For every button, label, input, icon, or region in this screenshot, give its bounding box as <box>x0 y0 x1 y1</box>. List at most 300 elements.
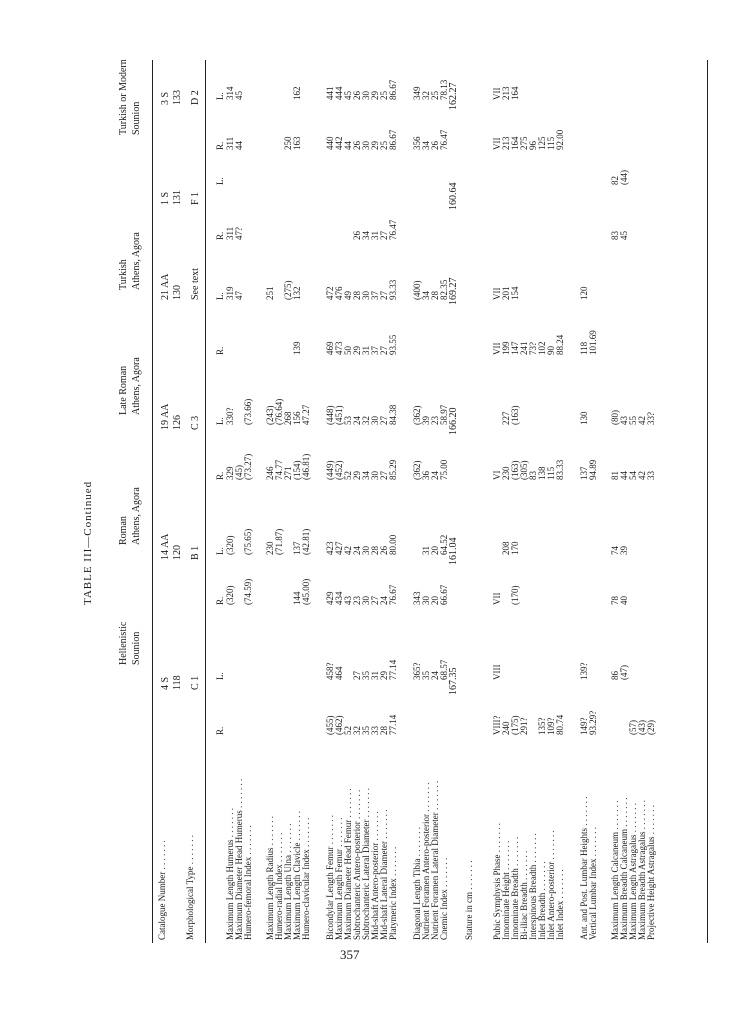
femur-value: 27 <box>379 291 389 300</box>
row-label: Maximum Length Ulna . . . . . . . <box>283 823 293 940</box>
row-label: Ant. and Post. Lumbar Heights . . . . . . . <box>579 796 589 940</box>
row-label: Subtrochanteric Lateral Diameter . . . . . . . <box>361 788 371 940</box>
femur-value: 53 <box>343 416 353 425</box>
table-left-rule <box>152 60 153 943</box>
forearm-value: (71.87) <box>274 528 284 555</box>
forearm-value: 47.27 <box>301 404 311 425</box>
pelvis-value: (175) <box>510 715 520 735</box>
pelvis-value: 92.00 <box>555 129 565 150</box>
humerus-value: 47 <box>234 291 244 300</box>
row-label: Maximum Length Astragalus . . . . . . . <box>628 803 638 940</box>
femur-value: 27 <box>379 346 389 355</box>
tibia-value: 24 <box>430 471 440 480</box>
row-label: Nutrient Foramen Lateral Diameter . . . . . . . <box>430 780 440 940</box>
femur-value: (448) <box>325 405 335 425</box>
stature-value: 169.27 <box>448 277 459 305</box>
femur-value: 32 <box>361 416 371 425</box>
foot-value: 55 <box>628 416 638 425</box>
foot-value: 43 <box>619 416 629 425</box>
femur-value: 25 <box>379 141 389 150</box>
tibia-value: 68.57 <box>439 659 449 680</box>
femur-value: 27 <box>370 596 380 605</box>
row-label: Maximum Breadth Calcaneum . . . . . . . <box>619 797 629 940</box>
femur-value: 29 <box>370 91 380 100</box>
stature-value: 160.64 <box>448 182 459 210</box>
forearm-value: 271 <box>283 466 293 480</box>
humerus-value: (320) <box>225 535 235 555</box>
femur-value: 31 <box>370 671 380 680</box>
humerus-value: (73.27) <box>243 453 253 480</box>
pelvis-value: VIII <box>492 664 502 680</box>
pelvis-value: VII <box>492 342 502 355</box>
femur-value: 423 <box>325 541 335 555</box>
tibia-value: 28 <box>430 291 440 300</box>
femur-value: (451) <box>334 405 344 425</box>
foot-value: 33 <box>646 471 656 480</box>
femur-value: 27 <box>379 471 389 480</box>
humerus-value: 329 <box>225 466 235 480</box>
femur-value: 469 <box>325 341 335 355</box>
forearm-value: (45.00) <box>301 578 311 605</box>
side-left-label: L. <box>215 417 225 425</box>
pelvis-value: 208 <box>501 541 511 555</box>
femur-value: 29 <box>370 141 380 150</box>
stature-value: 167.35 <box>448 667 459 695</box>
femur-value: 45 <box>343 91 353 100</box>
humerus-value: 45 <box>234 91 244 100</box>
lumbar-value: 137 <box>579 466 589 480</box>
row-label: Humero-radial Index . . . . . . . <box>274 832 284 940</box>
femur-value: 444 <box>334 86 344 100</box>
femur-value: 52 <box>343 471 353 480</box>
pelvis-value: 88.24 <box>555 334 565 355</box>
specimen-catalogue-number: 131 <box>172 190 183 205</box>
foot-value: (47) <box>619 665 629 680</box>
group-header-name: Roman <box>118 516 129 545</box>
pelvis-value: 213 <box>501 136 511 150</box>
forearm-value: 144 <box>292 591 302 605</box>
foot-value: 42 <box>637 471 647 480</box>
femur-value: 440 <box>325 136 335 150</box>
humerus-value: 314 <box>225 86 235 100</box>
morphological-type: D 2 <box>190 90 201 105</box>
row-label: Diagonal Length Tibia . . . . . . . <box>412 827 422 940</box>
tibia-value: 39 <box>421 416 431 425</box>
femur-value: 43 <box>343 596 353 605</box>
femur-value: 85.29 <box>388 459 398 480</box>
lumbar-value: 101.69 <box>588 330 598 355</box>
morphological-type: See text <box>190 268 201 300</box>
humerus-value: (75.65) <box>243 528 253 555</box>
pelvis-value: 115 <box>546 136 556 150</box>
pelvis-value: 241 <box>519 341 529 355</box>
row-label: Cnemic Index . . . . . . . <box>439 857 449 940</box>
femur-value: 30 <box>361 91 371 100</box>
row-label: Mid-shaft Antero-posterior . . . . . . . <box>370 811 380 940</box>
foot-value: (43) <box>637 720 647 735</box>
row-label: Innominate Height . . . . . . . <box>501 840 511 940</box>
femur-value: 44 <box>343 141 353 150</box>
specimen-id: 1 S <box>160 191 171 205</box>
foot-value: (80) <box>610 410 620 425</box>
side-left-label: L. <box>215 547 225 555</box>
pelvis-value: 147 <box>510 341 520 355</box>
specimen-catalogue-number: 120 <box>172 545 183 560</box>
specimen-id: 4 S <box>160 676 171 690</box>
morphological-type: C 3 <box>190 415 201 430</box>
lumbar-value: 130 <box>579 411 589 425</box>
row-label: Maximum Length Humerus . . . . . . . <box>225 808 235 940</box>
pelvis-value: 291? <box>519 717 529 735</box>
femur-value: 30 <box>361 546 371 555</box>
femur-value: 33 <box>370 726 380 735</box>
femur-value: 31 <box>370 231 380 240</box>
femur-value: 24 <box>352 546 362 555</box>
femur-value: 76.67 <box>388 584 398 605</box>
femur-value: 441 <box>325 86 335 100</box>
femur-value: 26 <box>352 231 362 240</box>
forearm-value: (154) <box>292 460 302 480</box>
pelvis-value: 230 <box>501 466 511 480</box>
tibia-value: (400) <box>412 280 422 300</box>
femur-value: 29 <box>352 346 362 355</box>
tibia-value: (362) <box>412 405 422 425</box>
foot-value: 40 <box>619 596 629 605</box>
group-header-place: Sounion <box>131 101 142 135</box>
femur-value: 34 <box>361 231 371 240</box>
femur-value: 473 <box>334 341 344 355</box>
femur-value: 30 <box>361 141 371 150</box>
foot-value: 54 <box>628 471 638 480</box>
foot-value: 33? <box>646 412 656 425</box>
femur-value: 31 <box>361 346 371 355</box>
forearm-value: 137 <box>292 541 302 555</box>
humerus-value: (45) <box>234 465 244 480</box>
tibia-value: 20 <box>430 546 440 555</box>
femur-value: 464 <box>334 666 344 680</box>
femur-value: 429 <box>325 591 335 605</box>
foot-value: (57) <box>628 720 638 735</box>
tibia-value: 20 <box>430 596 440 605</box>
row-label: Catalogue Number . . . . . . . <box>157 840 167 940</box>
pelvis-value: VII <box>492 87 502 100</box>
femur-value: 37 <box>370 291 380 300</box>
tibia-value: 82.35 <box>439 279 449 300</box>
femur-value: 427 <box>334 541 344 555</box>
pelvis-value: 170 <box>510 541 520 555</box>
tibia-value: 36 <box>421 471 431 480</box>
femur-value: 86.67 <box>388 79 398 100</box>
group-header-place: Sounion <box>131 631 142 665</box>
lumbar-value: 93.29? <box>588 710 598 735</box>
femur-value: (455) <box>325 715 335 735</box>
femur-value: 26 <box>352 141 362 150</box>
femur-value: 29 <box>352 471 362 480</box>
forearm-value: 74.77 <box>274 459 284 480</box>
forearm-value: 230 <box>265 541 275 555</box>
tibia-value: 75.00 <box>439 459 449 480</box>
tibia-value: 23 <box>430 416 440 425</box>
pelvis-value: 199 <box>501 341 511 355</box>
femur-value: 32 <box>352 726 362 735</box>
forearm-value: (46.81) <box>301 453 311 480</box>
pelvis-value: (170) <box>510 585 520 605</box>
pelvis-value: 135? <box>537 717 547 735</box>
forearm-value: 251 <box>265 286 275 300</box>
side-left-label: L. <box>215 292 225 300</box>
tibia-value: 66.67 <box>439 584 449 605</box>
femur-value: 28 <box>379 726 389 735</box>
row-label: Mid-shaft Lateral Diameter . . . . . . . <box>379 809 389 940</box>
lumbar-value: 120 <box>579 286 589 300</box>
foot-value: 74 <box>610 546 620 555</box>
row-label: Maximum Length Clavicle . . . . . . . <box>292 811 302 940</box>
row-label: Platymeric Index . . . . . . . <box>388 846 398 940</box>
femur-value: 86.67 <box>388 129 398 150</box>
femur-value: 28 <box>352 291 362 300</box>
humerus-value: 330? <box>225 407 235 425</box>
femur-value: 24 <box>379 596 389 605</box>
femur-value: 77.14 <box>388 659 398 680</box>
pelvis-value: 83 <box>528 471 538 480</box>
tibia-value: 24 <box>430 671 440 680</box>
group-header-name: Late Roman <box>118 365 129 415</box>
side-right-label: R. <box>215 471 225 480</box>
row-label: Humero-clavicular Index . . . . . . . <box>301 817 311 940</box>
tibia-value: 34 <box>421 141 431 150</box>
pelvis-value: 138 <box>537 466 547 480</box>
humerus-value: (73.66) <box>243 398 253 425</box>
pelvis-value: 80.74 <box>555 714 565 735</box>
femur-value: 29 <box>379 671 389 680</box>
pelvis-value: 96 <box>528 141 538 150</box>
lumbar-value: 139? <box>579 662 589 680</box>
row-label: Inlet Breadth . . . . . . . <box>537 861 547 940</box>
side-right-label: R. <box>215 726 225 735</box>
row-label: Maximum Length Femur . . . . . . . <box>334 817 344 940</box>
femur-value: 42 <box>343 546 353 555</box>
row-label: Maximum Diameter Head Humerus . . . . . . . <box>234 778 244 940</box>
foot-value: (44) <box>619 170 629 185</box>
femur-value: 35 <box>361 726 371 735</box>
foot-value: 44 <box>619 471 629 480</box>
specimen-id: 3 S <box>160 91 171 105</box>
pelvis-value: 102 <box>537 341 547 355</box>
humerus-value: 311 <box>225 136 235 150</box>
femur-value: 476 <box>334 286 344 300</box>
forearm-value: (76.64) <box>274 398 284 425</box>
pelvis-value: (163) <box>510 460 520 480</box>
stature-value: 161.04 <box>448 537 459 565</box>
lumbar-value: 118 <box>579 341 589 355</box>
femur-value: 34 <box>361 471 371 480</box>
lumbar-value: 149? <box>579 717 589 735</box>
tibia-value: 35 <box>421 671 431 680</box>
side-right-label: R. <box>215 141 225 150</box>
femur-value: 76.47 <box>388 219 398 240</box>
row-label: Maximum Length Calcaneum . . . . . . . <box>610 800 620 940</box>
row-label: Maximum Length Radius . . . . . . . <box>265 816 275 940</box>
forearm-value: (243) <box>265 405 275 425</box>
tibia-value: 32 <box>421 91 431 100</box>
femur-value: 77.14 <box>388 714 398 735</box>
specimen-catalogue-number: 126 <box>172 415 183 430</box>
femur-value: 93.55 <box>388 334 398 355</box>
femur-value: 84.38 <box>388 404 398 425</box>
group-header-place: Athens, Agora <box>131 232 142 290</box>
femur-value: 24 <box>352 416 362 425</box>
forearm-value: (42.81) <box>301 528 311 555</box>
morphological-type: B 1 <box>190 545 201 560</box>
tibia-value: 64.52 <box>439 534 449 555</box>
row-label: Humero-femoral Index . . . . . . . <box>243 825 253 940</box>
pelvis-value: VII <box>492 137 502 150</box>
row-label: Inlet Antero-posterior . . . . . . . <box>546 830 556 940</box>
femur-value: 472 <box>325 286 335 300</box>
row-label: Morphological Type . . . . . . . <box>185 835 195 940</box>
row-label: Bicondylar Length Femur . . . . . . . <box>325 815 335 940</box>
group-header-place: Athens, Agora <box>131 487 142 545</box>
tibia-value: 349 <box>412 86 422 100</box>
side-left-label: L. <box>215 177 225 185</box>
row-label: Vertical Lumbar Index . . . . . . . <box>588 827 598 940</box>
row-label: Bi-iliac Breadth . . . . . . . <box>519 850 529 940</box>
pelvis-value: 109? <box>546 717 556 735</box>
morphological-type: F 1 <box>190 191 201 205</box>
femur-value: 28 <box>370 546 380 555</box>
femur-value: 458? <box>325 662 335 680</box>
humerus-value: 44 <box>234 141 244 150</box>
group-header-name: Turkish or Modern <box>118 59 129 135</box>
forearm-value: 246 <box>265 466 275 480</box>
femur-value: 49 <box>343 291 353 300</box>
stature-value: 166.20 <box>448 407 459 435</box>
pelvis-value: VI <box>492 470 502 480</box>
group-header-name: Hellenistic <box>118 621 129 665</box>
femur-value: 30 <box>370 416 380 425</box>
row-label: Nutrient Foramen Antero-posterior . . . . . . . <box>421 782 431 940</box>
header-divider-rule <box>205 60 206 943</box>
tibia-value: 31 <box>421 546 431 555</box>
table-right-rule <box>707 60 708 943</box>
femur-value: 442 <box>334 136 344 150</box>
foot-value: 82 <box>610 176 620 185</box>
pelvis-value: 240 <box>501 721 511 735</box>
tibia-value: 26 <box>430 141 440 150</box>
tibia-value: 343 <box>412 591 422 605</box>
group-header-place: Athens, Agora <box>131 357 142 415</box>
tibia-value: (362) <box>412 460 422 480</box>
row-label: Interspinous Breadth . . . . . . . <box>528 833 538 940</box>
femur-value: 80.00 <box>388 534 398 555</box>
forearm-value: 163 <box>292 136 302 150</box>
side-right-label: R. <box>215 596 225 605</box>
tibia-value: 34 <box>421 291 431 300</box>
humerus-value: (74.59) <box>243 578 253 605</box>
femur-value: (449) <box>325 460 335 480</box>
forearm-value: 268 <box>283 411 293 425</box>
row-label: Maximum Diameter Head Femur . . . . . . . <box>343 788 353 940</box>
tibia-value: 365? <box>412 662 422 680</box>
pelvis-value: VIII? <box>492 715 502 735</box>
side-left-label: L. <box>215 672 225 680</box>
specimen-catalogue-number: 118 <box>172 675 183 690</box>
pelvis-value: 90 <box>546 346 556 355</box>
humerus-value: 319 <box>225 286 235 300</box>
foot-value: 42 <box>637 416 647 425</box>
specimen-catalogue-number: 130 <box>172 285 183 300</box>
femur-value: 27 <box>379 416 389 425</box>
pelvis-value: 213 <box>501 86 511 100</box>
foot-value: 86 <box>610 671 620 680</box>
foot-value: (29) <box>646 720 656 735</box>
pelvis-value: 125 <box>537 136 547 150</box>
stature-value: 162.27 <box>448 82 459 110</box>
femur-value: 30 <box>361 291 371 300</box>
femur-value: 434 <box>334 591 344 605</box>
group-header-name: Turkish <box>118 259 129 290</box>
femur-value: (462) <box>334 715 344 735</box>
specimen-id: 19 AA <box>160 403 171 430</box>
side-left-label: L. <box>215 92 225 100</box>
femur-value: 30 <box>361 596 371 605</box>
tibia-value: 356 <box>412 136 422 150</box>
side-right-label: R. <box>215 231 225 240</box>
humerus-value: (320) <box>225 585 235 605</box>
forearm-value: 156 <box>292 411 302 425</box>
pelvis-value: 73? <box>528 342 538 355</box>
tibia-value: 30 <box>421 596 431 605</box>
pelvis-value: 164 <box>510 86 520 100</box>
morphological-type: C 1 <box>190 675 201 690</box>
pelvis-value: 275 <box>519 136 529 150</box>
foot-value: 83 <box>610 231 620 240</box>
femur-value: 26 <box>379 546 389 555</box>
foot-value: 78 <box>610 596 620 605</box>
side-right-label: R. <box>215 346 225 355</box>
tibia-value: 25 <box>430 91 440 100</box>
pelvis-value: 115 <box>546 466 556 480</box>
foot-value: 39 <box>619 546 629 555</box>
foot-value: 45 <box>619 231 629 240</box>
humerus-value: 47? <box>234 227 244 240</box>
femur-value: 26 <box>352 91 362 100</box>
forearm-value: 132 <box>292 286 302 300</box>
forearm-value: (275) <box>283 280 293 300</box>
row-label: Inlet Index . . . . . . . <box>555 869 565 940</box>
pelvis-value: 227 <box>501 411 511 425</box>
humerus-value: 311 <box>225 226 235 240</box>
row-label: Pubic Symphysis Phase . . . . . . . <box>492 822 502 940</box>
femur-value: 93.33 <box>388 279 398 300</box>
forearm-value: 139 <box>292 341 302 355</box>
femur-value: 25 <box>379 91 389 100</box>
femur-value: 52 <box>343 726 353 735</box>
foot-value: 81 <box>610 471 620 480</box>
femur-value: 27 <box>352 671 362 680</box>
row-label: Subtrochanteric Antero-posterior . . . . . . . <box>352 789 362 940</box>
femur-value: 23 <box>352 596 362 605</box>
page-number: 357 <box>340 947 360 962</box>
table-title: TABLE III—Continued <box>82 480 94 605</box>
femur-value: 37 <box>370 346 380 355</box>
row-label: Stature in cm . . . . . . . <box>464 860 474 940</box>
specimen-id: 14 AA <box>160 533 171 560</box>
pelvis-value: 201 <box>501 286 511 300</box>
row-label: Innominate Breadth . . . . . . . <box>510 836 520 940</box>
pelvis-value: VII <box>492 592 502 605</box>
femur-value: (452) <box>334 460 344 480</box>
